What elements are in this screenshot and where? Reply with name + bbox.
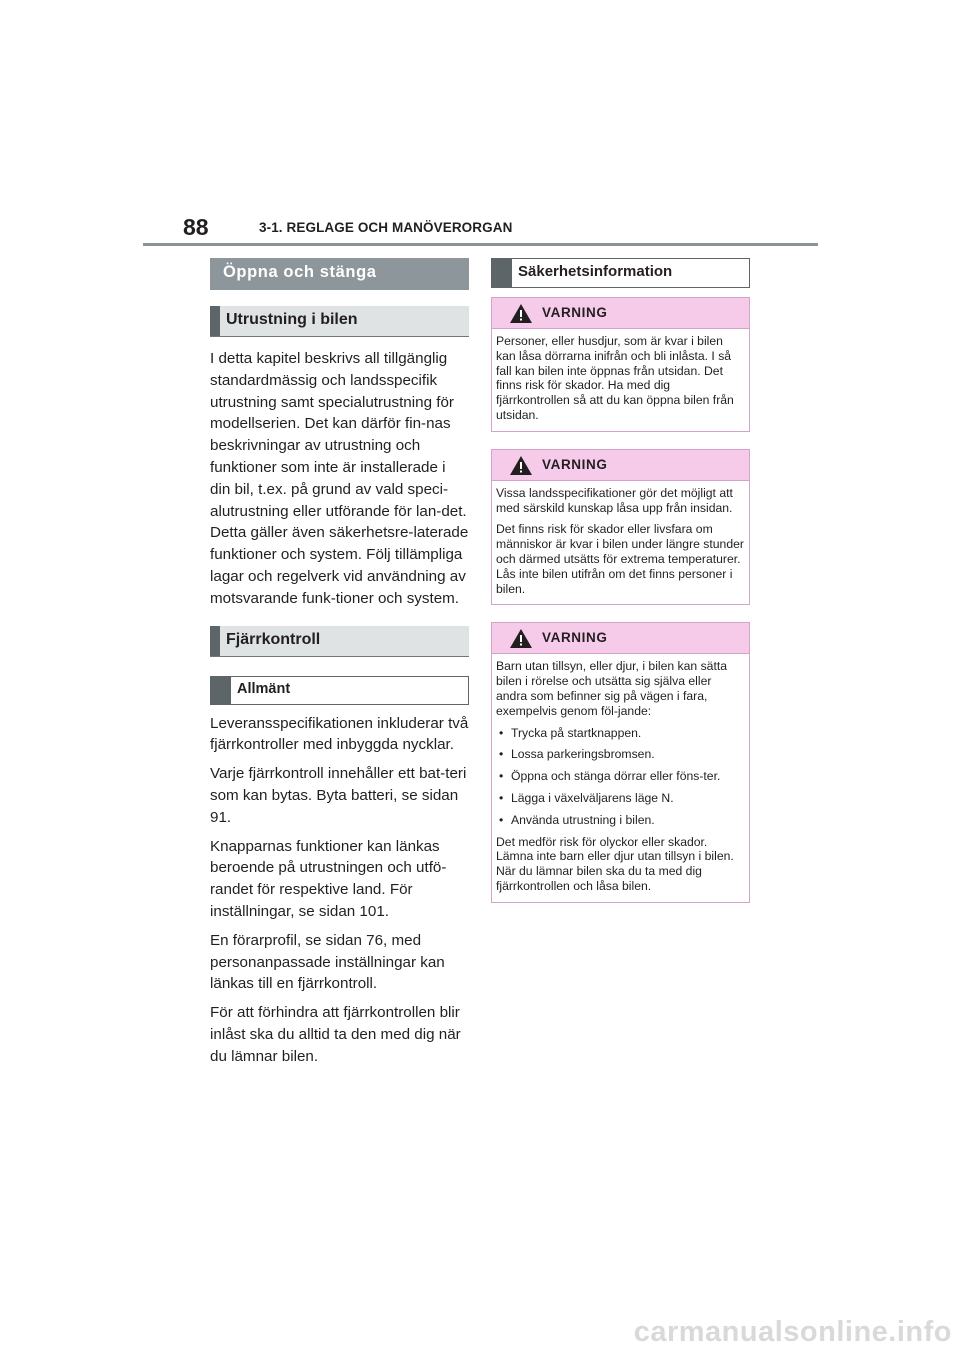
warning-body bbox=[492, 481, 749, 605]
paragraph: En förarprofil, se sidan 76, med personanpassade inställningar kan länkas till en fjärrkontroll. bbox=[210, 931, 445, 993]
paragraph: Varje fjärrkontroll innehåller ett bat-teri som kan bytas. Byta batteri, se sidan 91. bbox=[210, 765, 467, 826]
warning-label: VARNING bbox=[542, 305, 608, 320]
warning-body bbox=[492, 654, 749, 901]
warning-header bbox=[492, 298, 749, 329]
warning-header bbox=[492, 623, 749, 654]
warning-triangle-icon bbox=[509, 628, 533, 649]
subheading-general bbox=[210, 676, 469, 705]
subsection-bar bbox=[210, 626, 220, 656]
warning-box bbox=[491, 297, 750, 432]
subsection-bar bbox=[210, 306, 220, 336]
right-column bbox=[491, 258, 750, 920]
warning-triangle-icon bbox=[509, 455, 533, 476]
subheading-bar bbox=[210, 676, 231, 705]
subsection-title: Fjärrkontroll bbox=[226, 630, 321, 648]
warning-box bbox=[491, 449, 750, 606]
equipment-text bbox=[210, 348, 469, 610]
paragraph: För att förhindra att fjärrkontrollen blir inlåst ska du alltid ta den med dig när du lämnar bilen. bbox=[210, 1004, 461, 1065]
subsection-title: Utrustning i bilen bbox=[226, 311, 358, 328]
watermark: carmanualsonline.info bbox=[633, 1316, 952, 1348]
remote-text bbox=[210, 713, 469, 1068]
subsection-header-equipment bbox=[210, 306, 469, 337]
section-header bbox=[210, 258, 469, 290]
subheading-title: Allmänt bbox=[237, 680, 291, 697]
warning-label: VARNING bbox=[542, 630, 608, 646]
warning-header bbox=[492, 450, 749, 481]
warning-triangle-icon bbox=[509, 303, 533, 324]
page-number: 88 bbox=[183, 214, 209, 240]
subsection-header-remote bbox=[210, 626, 469, 657]
section-title: Öppna och stänga bbox=[223, 263, 377, 281]
warning-text: Det finns risk för skador eller livsfara om människor är kvar i bilen under längre stunder och därmed utsätts för extrema temperaturer. Lås inte bilen utifrån om det finns personer i bilen. bbox=[496, 522, 744, 596]
warning-body bbox=[492, 329, 749, 431]
paragraph: Knapparnas funktioner kan länkas beroende på utrustningen och utfö-randet för respektive land. För inställningar, se sidan 101. bbox=[210, 837, 447, 920]
bullet-item: • Använda utrustning i bilen. bbox=[496, 813, 744, 828]
warning-label: VARNING bbox=[542, 456, 608, 472]
left-column bbox=[210, 258, 469, 1075]
paragraph: Leveransspecifikationen inkluderar två fjärrkontroller med inbyggda nycklar. bbox=[210, 714, 469, 754]
bullet-item: • Lägga i växelväljarens läge N. bbox=[496, 791, 744, 806]
warning-text: Det medför risk för olyckor eller skador. Lämna inte barn eller djur utan tillsyn i bilen. När du lämnar bilen ska du ta med dig fjärrkontrollen och låsa bilen. bbox=[496, 834, 734, 893]
bullet-item: • Trycka på startknappen. bbox=[496, 726, 744, 741]
paragraph: I detta kapitel beskrivs all tillgänglig standardmässig och landsspecifik utrustning samt specialutrustning för modellserien. Det kan därför fin-nas beskrivningar av utrustning och funktioner som inte är installerade i din bil, t.ex. på grund av vald speci-alutrustning eller utförande för lan-det. Detta gäller även säkerhetsre-laterade funktioner och system. Följ tillämpliga lagar och regelverk vid användning av motsvarande funk-tioner och system. bbox=[210, 350, 469, 607]
chapter-title: 3-1. REGLAGE OCH MANÖVERORGAN bbox=[259, 220, 513, 235]
header-rule bbox=[143, 243, 818, 246]
safety-header bbox=[491, 258, 750, 288]
warning-box bbox=[491, 622, 750, 902]
warning-text: Barn utan tillsyn, eller djur, i bilen kan sätta bilen i rörelse och utsätta sig själva eller andra som befinner sig på vägen i fara, exempelvis genom föl-jande: bbox=[496, 659, 728, 718]
bullet-item: • Öppna och stänga dörrar eller föns-ter. bbox=[496, 769, 744, 784]
warning-text: Vissa landsspecifikationer gör det möjligt att med särskild kunskap låsa upp från insidan. bbox=[496, 485, 733, 515]
subheading-bar bbox=[491, 258, 512, 288]
warning-text: Personer, eller husdjur, som är kvar i bilen kan låsa dörrarna inifrån och bli inlåsta. I så fall kan bilen inte öppnas från utsidan. Det finns risk för skador. Ha med dig fjärrkontrollen så att du kan öppna bilen från utsidan. bbox=[496, 334, 734, 422]
bullet-item: • Lossa parkeringsbromsen. bbox=[496, 747, 744, 762]
safety-title: Säkerhetsinformation bbox=[518, 263, 673, 280]
